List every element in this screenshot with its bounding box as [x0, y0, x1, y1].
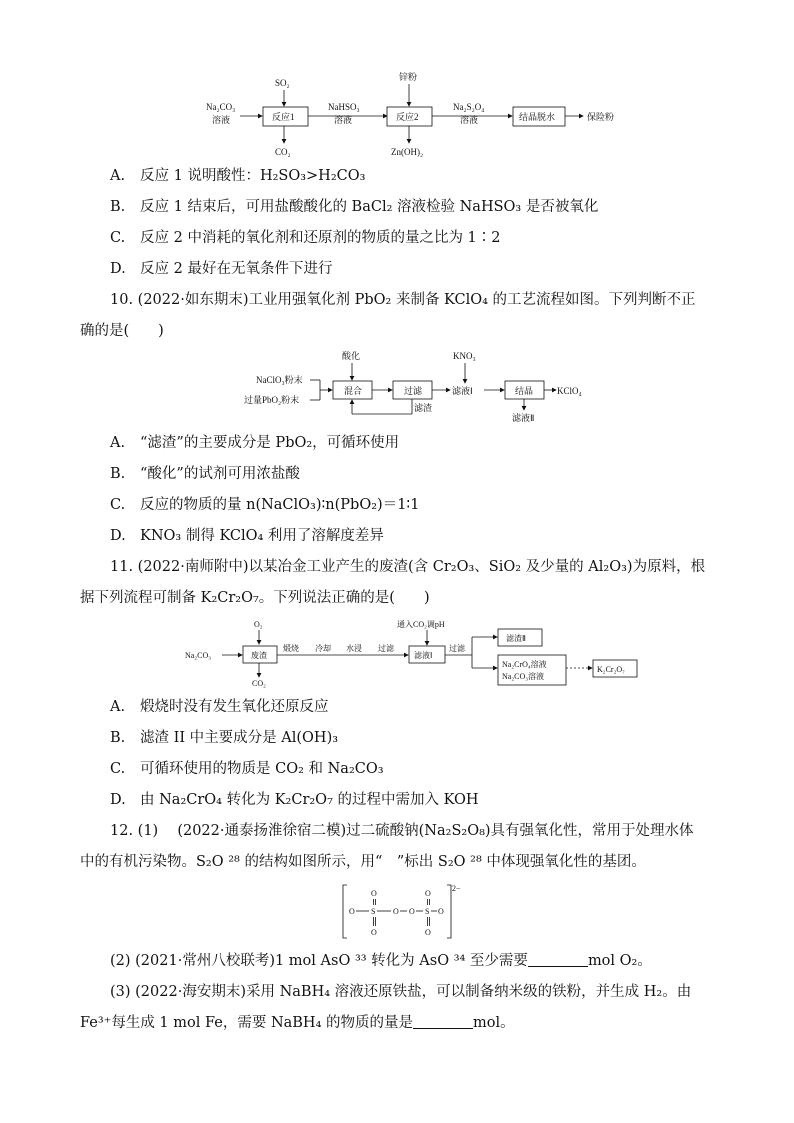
q11-calcine: 煅烧	[283, 644, 299, 653]
q10-option-d: D. KNO₃ 制得 KClO₄ 利用了溶解度差异	[110, 528, 384, 544]
q11-box-res2-label: 滤渣Ⅱ	[506, 634, 526, 643]
q11-filter1: 过滤	[378, 644, 394, 653]
struct-o-bottom-right: O	[425, 928, 431, 937]
q12-part1-line1: 12. (1) (2022·通泰扬淮徐宿二模)过二硫酸钠(Na₂S₂O₈)具有强氧化性，常用于处理水体	[110, 823, 694, 839]
q12-part1-line2: 中的有机污染物。S₂O ²⁸ 的结构如图所示，用“ ”标出 S₂O ²⁸ 中体现强氧化性的基团。	[80, 854, 646, 870]
q12-part3-line2: Fe³⁺每生成 1 mol Fe，需要 NaBH₄ 的物质的量是 mol。	[80, 1015, 515, 1031]
struct-o-bottom-left: O	[371, 928, 377, 937]
q9-option-c: C. 反应 2 中消耗的氧化剂和还原剂的物质的量之比为 1∶2	[110, 230, 501, 246]
flow1-input-sub: 溶液	[212, 115, 231, 125]
q11-option-a: A. 煅烧时没有发生氧化还原反应	[110, 699, 329, 715]
q11-stem-line2: 据下列流程可制备 K₂Cr₂O₇。下列说法正确的是( )	[80, 590, 430, 606]
q11-option-c: C. 可循环使用的物质是 CO₂ 和 Na₂CO₃	[110, 761, 384, 777]
q10-stem-line1: 10. (2022·如东期末)工业用强氧化剂 PbO₂ 来制备 KClO₄ 的工艺流程如图。下列判断不正	[110, 292, 696, 308]
flow1-co2: CO₂	[275, 147, 291, 157]
q12-part2: (2) (2021·常州八校联考)1 mol AsO ³³ 转化为 AsO ³⁴ 至少需要 mol O₂。	[110, 953, 652, 969]
flow1-box1-label: 反应1	[272, 112, 295, 122]
q11-box-solution	[498, 655, 566, 685]
struct-o-top-left: O	[371, 889, 377, 898]
flow1-znoh2: Zn(OH)₂	[391, 147, 424, 157]
q11-box-waste-label: 废渣	[251, 651, 267, 660]
q10-box-crystallize	[505, 381, 544, 399]
flow1-input-label: Na₂CO₃	[206, 102, 236, 112]
q11-o2: O₂	[254, 620, 263, 629]
q11-box-filtrate	[409, 646, 445, 663]
q10-input2: 过量PbO₂粉末	[244, 395, 300, 405]
struct-s-left: S	[371, 907, 376, 916]
q10-kclo4: KClO₄	[557, 386, 582, 396]
flow1-box-reaction2	[387, 107, 432, 126]
flow1-right-sub: 溶液	[460, 115, 479, 125]
q11-co2: CO₂	[252, 679, 266, 688]
q11-box-waste	[243, 646, 277, 663]
q10-filtrate1: 滤液Ⅰ	[452, 386, 473, 396]
q11-box-product-label: K₂Cr₂O₇	[597, 665, 625, 674]
q10-box-filter-label: 过滤	[404, 386, 423, 396]
q11-leach: 水浸	[346, 644, 362, 653]
answer-blank-2[interactable]	[528, 952, 588, 967]
q10-option-a: A. “滤渣”的主要成分是 PbO₂，可循环使用	[110, 435, 400, 451]
struct-o-right: O	[438, 907, 444, 916]
q10-residue: 滤渣	[414, 403, 433, 413]
flow1-right-label: Na₂S₂O₄	[453, 102, 485, 112]
q10-filtrate2: 滤液Ⅱ	[512, 413, 535, 423]
q11-ph: 通入CO₂调pH	[397, 620, 445, 629]
flow1-so2: SO₂	[275, 78, 290, 88]
q11-box-sol2: Na₂CO₃溶液	[502, 672, 545, 681]
flow1-mid-sub: 溶液	[334, 115, 353, 125]
struct-o-left: O	[349, 907, 355, 916]
answer-blank-3[interactable]	[413, 1014, 473, 1029]
q9-option-b: B. 反应 1 结束后，可用盐酸酸化的 BaCl₂ 溶液检验 NaHSO₃ 是否被氧化	[110, 199, 599, 215]
q10-kno3: KNO₃	[453, 351, 476, 361]
q10-box-mix	[333, 381, 372, 399]
flow1-product: 保险粉	[587, 112, 615, 122]
flow1-box2-label: 反应2	[396, 112, 419, 122]
q11-box-filtrate-label: 滤液Ⅰ	[414, 651, 433, 660]
flow1-box-crystallize	[513, 107, 565, 126]
struct-charge: 2−	[452, 884, 461, 893]
q11-box-product	[593, 660, 637, 677]
q10-acid: 酸化	[342, 351, 361, 361]
struct-o-top-right: O	[425, 889, 431, 898]
q9-option-a: A. 反应 1 说明酸性：H₂SO₃>H₂CO₃	[110, 168, 366, 184]
q11-box-sol1: Na₂CrO₄溶液	[502, 660, 547, 669]
q10-stem-line2: 确的是( )	[80, 323, 164, 339]
q10-box-cryst-label: 结晶	[515, 386, 534, 396]
flow1-box3-label: 结晶脱水	[519, 112, 556, 122]
q10-option-b: B. “酸化”的试剂可用浓盐酸	[110, 466, 300, 482]
flow1-mid-label: NaHSO₃	[328, 102, 360, 112]
q10-input1: NaClO₃粉末	[256, 375, 303, 385]
struct-s-right: S	[425, 907, 430, 916]
q11-na2co3: Na₂CO₃	[185, 651, 212, 660]
q11-filter2: 过滤	[449, 644, 465, 653]
q11-option-d: D. 由 Na₂CrO₄ 转化为 K₂Cr₂O₇ 的过程中需加入 KOH	[110, 792, 479, 808]
q11-stem-line1: 11. (2022·南师附中)以某冶金工业产生的废渣(含 Cr₂O₃、SiO₂ 及少量的 Al₂O₃)为原料，根	[110, 559, 706, 575]
q9-option-d: D. 反应 2 最好在无氧条件下进行	[110, 261, 333, 277]
flow1-zinc: 锌粉	[399, 72, 418, 82]
q11-box-residue2	[498, 629, 542, 646]
q11-option-b: B. 滤渣 II 中主要成分是 Al(OH)₃	[110, 730, 339, 746]
q11-cool: 冷却	[315, 644, 331, 653]
q10-option-c: C. 反应的物质的量 n(NaClO₃)∶n(PbO₂)＝1∶1	[110, 497, 420, 513]
q12-part3-line1: (3) (2022·海安期末)采用 NaBH₄ 溶液还原铁盐，可以制备纳米级的铁粉，并生成 H₂。由	[110, 984, 692, 1000]
struct-o-bridge1: O	[393, 907, 399, 916]
struct-o-bridge2: O	[409, 907, 415, 916]
q10-box-filter	[393, 381, 432, 399]
flow1-box-reaction1	[263, 107, 308, 126]
q10-box-mix-label: 混合	[344, 386, 363, 396]
